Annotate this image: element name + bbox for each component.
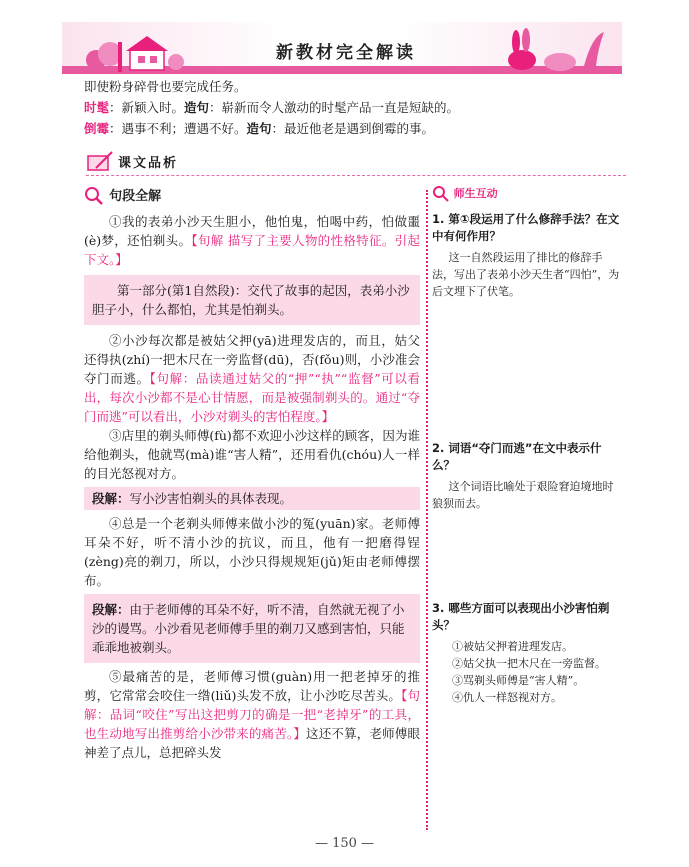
answer-3-item: ③骂剃头师傅是“害人精”。 bbox=[452, 674, 585, 687]
subheading: 句段全解 bbox=[84, 185, 420, 206]
part-summary-box: 第一部分(第1自然段)：交代了故事的起因，表弟小沙胆子小，什么都怕，尤其是怕剃头。 bbox=[84, 275, 420, 325]
question-1: 1. 第①段运用了什么修辞手法？在文中有何作用？ bbox=[432, 212, 620, 243]
section-rule bbox=[86, 175, 626, 176]
section-title: 课文品析 bbox=[118, 156, 179, 171]
question-2: 2. 词语“夺门而逃”在文中表示什么？ bbox=[432, 441, 602, 472]
duanjie-box-1: 段解：写小沙害怕剃头的具体表现。 bbox=[84, 487, 420, 510]
vocab-daomei: 倒霉：遇事不利；遭遇不好。造句：最近他老是遇到倒霉的事。 bbox=[84, 121, 435, 136]
rabbit-illustration-icon bbox=[500, 26, 612, 72]
paragraph-2: ②小沙每次都是被姑父押(yā)进理发店的，而且，姑父还得执(zhí)一把木尺在一旁监督(dū)，否(fǒu)则，小沙准会夺门而逃。【句解：品读通过姑父的“押”“执”“监督”可以看出，每次小沙都不是心甘情愿，而是被强制剃头的。通过“夺门而逃”可以看出，小沙对剃头的害怕程度。】 bbox=[84, 332, 420, 424]
main-column bbox=[84, 185, 420, 762]
pencil-book-icon bbox=[86, 150, 116, 172]
magnifier-icon bbox=[84, 186, 104, 206]
section-tag bbox=[86, 150, 196, 172]
answer-3-item: ②姑父执一把木尺在一旁监督。 bbox=[452, 657, 606, 670]
house-illustration-icon bbox=[78, 24, 188, 72]
side-column bbox=[432, 185, 622, 706]
paragraph-5: ⑤最痛苦的是，老师傅习惯(guàn)用一把老掉牙的推剪，它常常会咬住一绺(liǔ)头发不放，让小沙吃尽苦头。【句解：品词“咬住”写出这把剪刀的确是一把“老掉牙”的工具，也生动地写出推剪给小沙带来的痛苦。】这还不算，老师傅眼神差了点儿，总把碎头发 bbox=[84, 668, 420, 760]
header-title: 新教材完全解读 bbox=[276, 43, 416, 63]
magnifier-icon bbox=[432, 185, 450, 203]
paragraph-1: ①我的表弟小沙天生胆小，他怕鬼，怕喝中药，怕做噩(è)梦，还怕剃头。【旬解 描写了主要人物的性格特征。引起下文。】 bbox=[84, 213, 420, 267]
side-heading: 师生互动 bbox=[432, 185, 622, 203]
duanjie-box-2: 段解：由于老师傅的耳朵不好，听不清，自然就无视了小沙的谩骂。小沙看见老师傅手里的剃刀又感到害怕，只能乖乖地被剃头。 bbox=[84, 594, 420, 663]
question-3: 3. 哪些方面可以表现出小沙害怕剃头？ bbox=[432, 601, 610, 632]
vocab-shimao: 时髦：新颖入时。造句：崭新而令人激动的时髦产品一直是短缺的。 bbox=[84, 100, 460, 115]
side-divider bbox=[426, 190, 428, 830]
answer-2: 这个词语比喻处于艰险窘迫境地时狼狈而去。 bbox=[432, 480, 614, 510]
answer-3-item: ①被姑父押着进理发店。 bbox=[452, 640, 573, 653]
paragraph-4: ④总是一个老剃头师傅来做小沙的冤(yuān)家。老师傅耳朵不好，听不清小沙的抗议，而且，他有一把磨得锃(zèng)亮的剃刀，所以，小沙只得规规矩(jǔ)矩由老师傅摆布。 bbox=[84, 515, 420, 588]
paragraph-3: ③店里的剃头师傅(fù)都不欢迎小沙这样的顾客，因为谁给他剃头，他就骂(mà)谁“害人精”，还用看仇(chóu)人一样的目光怒视对方。 bbox=[84, 427, 420, 481]
answer-3-item: ④仇人一样怒视对方。 bbox=[452, 691, 562, 704]
continuation-line: 即使粉身碎骨也要完成任务。 bbox=[84, 79, 247, 94]
page-number: — 150 — bbox=[314, 836, 375, 851]
answer-1: 这一自然段运用了排比的修辞手法，写出了表弟小沙天生者“四怕”，为后文埋下了伏笔。 bbox=[432, 251, 620, 298]
